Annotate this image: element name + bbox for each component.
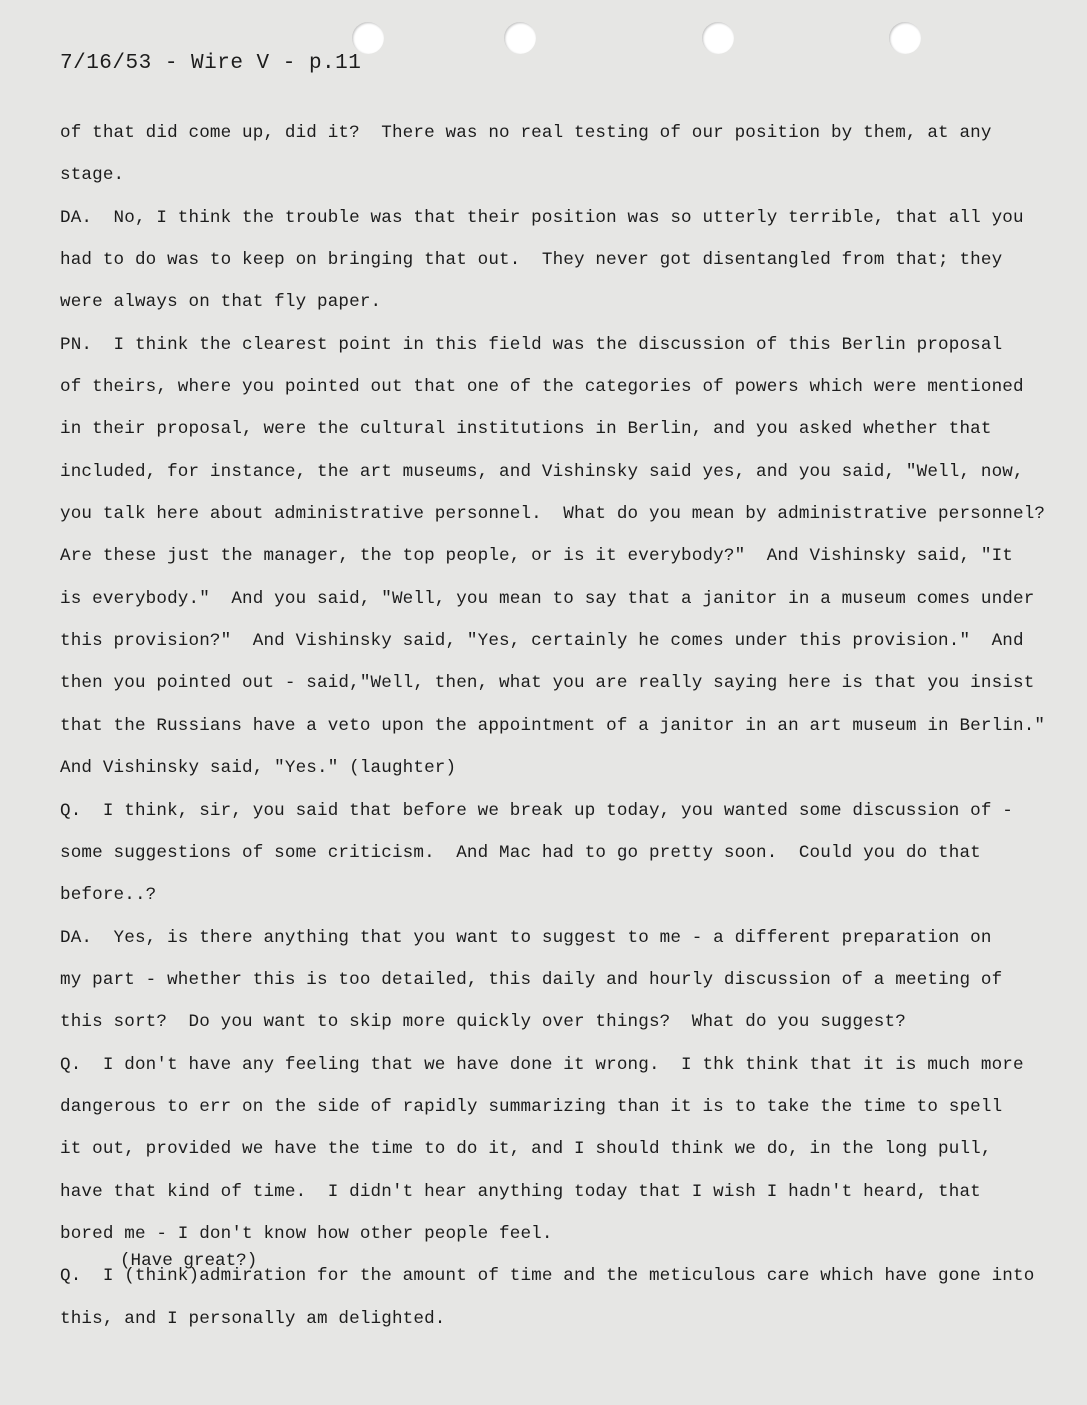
text-line: PN. I think the clearest point in this field was the discussion of this Berlin proposal (60, 334, 1003, 355)
text-line: dangerous to err on the side of rapidly summarizing than it is to take the time to spell (60, 1096, 1003, 1117)
text-line: before..? (60, 885, 157, 906)
transcript-body (60, 112, 1050, 1340)
text-line: have that kind of time. I didn't hear anything today that I wish I hadn't heard, that (60, 1181, 981, 1202)
text-line: included, for instance, the art museums, and Vishinsky said yes, and you said, "Well, now, (60, 461, 1024, 482)
text-line: then you pointed out - said,"Well, then, what you are really saying here is that you insist (60, 673, 1035, 694)
text-line: And Vishinsky said, "Yes." (laughter) (60, 758, 457, 779)
text-line: were always on that fly paper. (60, 292, 382, 313)
text-line: DA. No, I think the trouble was that their position was so utterly terrible, that all you (60, 207, 1024, 228)
interlinear-correction: (Have great?) (120, 1251, 258, 1271)
text-line: stage. (60, 165, 125, 186)
text-line: DA. Yes, is there anything that you want to suggest to me - a different preparation on (60, 927, 992, 948)
punch-hole (352, 22, 384, 54)
punch-hole (702, 22, 734, 54)
punch-hole (889, 22, 921, 54)
text-line: that the Russians have a veto upon the appointment of a janitor in an art museum in Berlin." (60, 715, 1046, 736)
page-header: 7/16/53 - Wire V - p.11 (60, 52, 362, 75)
text-line: bored me - I don't know how other people feel. (60, 1223, 553, 1244)
text-line: this, and I personally am delighted. (60, 1308, 446, 1329)
text-line: this sort? Do you want to skip more quickly over things? What do you suggest? (60, 1012, 906, 1033)
text-line: Are these just the manager, the top people, or is it everybody?" And Vishinsky said, "It (60, 546, 1014, 567)
text-line: my part - whether this is too detailed, this daily and hourly discussion of a meeting of (60, 969, 1003, 990)
punch-hole (504, 22, 536, 54)
text-line: of that did come up, did it? There was no real testing of our position by them, at any (60, 123, 992, 143)
text-line: this provision?" And Vishinsky said, "Yes, certainly he comes under this provision." And (60, 631, 1024, 652)
text-line: some suggestions of some criticism. And Mac had to go pretty soon. Could you do that (60, 842, 981, 863)
text-line: it out, provided we have the time to do it, and I should think we do, in the long pull, (60, 1139, 992, 1160)
text-line: is everybody." And you said, "Well, you mean to say that a janitor in a museum comes under (60, 588, 1035, 609)
text-line: Q. I (think)admiration for the amount of time and the meticulous care which have gone into (60, 1266, 1035, 1287)
text-line: Q. I don't have any feeling that we have done it wrong. I thk think that it is much more (60, 1054, 1024, 1075)
text-line: of theirs, where you pointed out that one of the categories of powers which were mentioned (60, 377, 1024, 398)
text-line: you talk here about administrative personnel. What do you mean by administrative personnel? (60, 504, 1046, 525)
text-line: Q. I think, sir, you said that before we break up today, you wanted some discussion of - (60, 800, 1014, 821)
text-line: in their proposal, were the cultural institutions in Berlin, and you asked whether that (60, 419, 992, 440)
text-line: had to do was to keep on bringing that out. They never got disentangled from that; they (60, 250, 1003, 271)
